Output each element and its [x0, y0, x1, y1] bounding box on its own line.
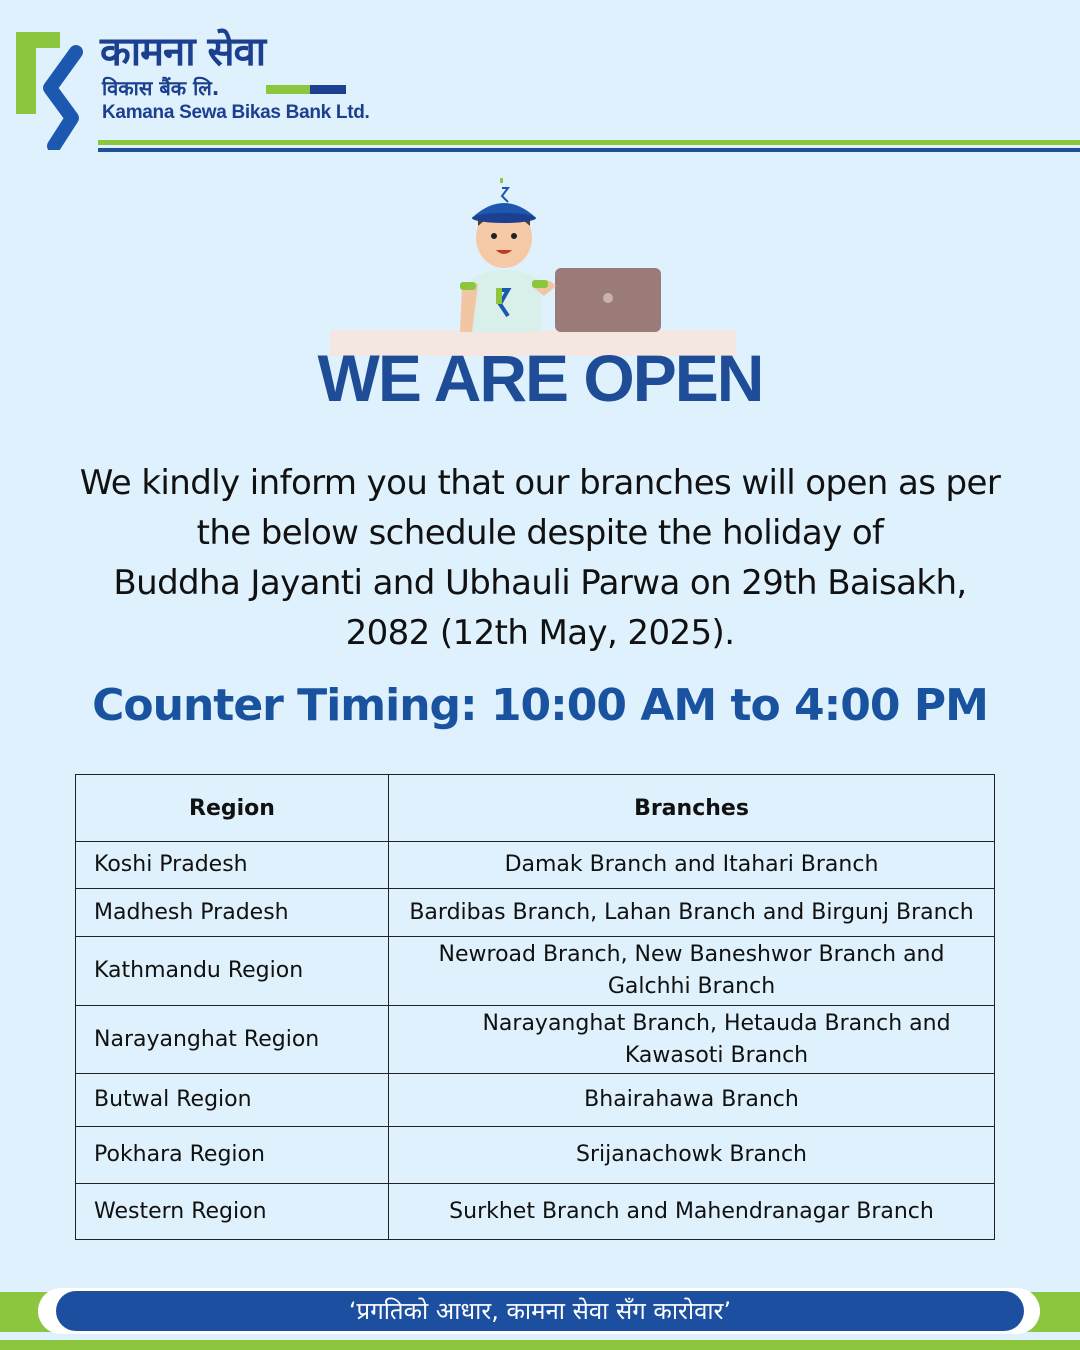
table-row	[76, 1127, 995, 1184]
intro-line-2: the below schedule despite the holiday of	[196, 513, 884, 553]
region-cell: Koshi Pradesh	[76, 842, 389, 889]
table-row	[76, 1006, 995, 1074]
header-divider-green	[98, 140, 1080, 145]
headline: WE ARE OPEN	[317, 341, 763, 415]
header-divider-blue	[98, 148, 1080, 152]
branches-cell: Bhairahawa Branch	[389, 1074, 995, 1127]
branches-cell: Surkhet Branch and Mahendranagar Branch	[389, 1184, 995, 1240]
branches-cell: Newroad Branch, New Baneshwor Branch and Galchhi Branch	[389, 937, 995, 1006]
region-cell: Butwal Region	[76, 1074, 389, 1127]
brand-accent-bar	[266, 85, 346, 94]
table-header-row	[76, 775, 995, 842]
region-cell: Madhesh Pradesh	[76, 889, 389, 937]
footer-bottom-line	[0, 1340, 1080, 1350]
brand-name-english: Kamana Sewa Bikas Bank Ltd.	[102, 102, 370, 123]
branches-cell: Bardibas Branch, Lahan Branch and Birgunj Branch	[389, 889, 995, 937]
region-cell: Kathmandu Region	[76, 937, 389, 1006]
bank-logo-mark	[14, 30, 94, 150]
table-row	[76, 937, 995, 1006]
table-row	[76, 889, 995, 937]
intro-line-4: 2082 (12th May, 2025).	[345, 613, 735, 653]
region-cell: Narayanghat Region	[76, 1006, 389, 1074]
counter-timing: Counter Timing: 10:00 AM to 4:00 PM	[92, 680, 988, 731]
intro-line-1: We kindly inform you that our branches will open as per	[79, 463, 1001, 503]
brand-subtitle-nepali: विकास बैंक लि.	[102, 76, 220, 100]
region-cell: Western Region	[76, 1184, 389, 1240]
branches-cell: Damak Branch and Itahari Branch	[389, 842, 995, 889]
branches-cell: Narayanghat Branch, Hetauda Branch and Kawasoti Branch	[389, 1006, 995, 1074]
table-row	[76, 842, 995, 889]
header-region: Region	[76, 775, 389, 842]
mascot-laptop-illustration	[320, 170, 750, 360]
brand-name-nepali: कामना सेवा	[100, 29, 266, 75]
intro-text	[30, 458, 1050, 658]
table-row	[76, 1184, 995, 1240]
branches-cell: Srijanachowk Branch	[389, 1127, 995, 1184]
header-branches: Branches	[389, 775, 995, 842]
branch-schedule-table	[75, 774, 995, 1240]
region-cell: Pokhara Region	[76, 1127, 389, 1184]
intro-line-3: Buddha Jayanti and Ubhauli Parwa on 29th Baisakh,	[113, 563, 967, 603]
footer-slogan: ‘प्रगतिको आधार, कामना सेवा सँग कारोवार’	[56, 1291, 1024, 1331]
table-row	[76, 1074, 995, 1127]
